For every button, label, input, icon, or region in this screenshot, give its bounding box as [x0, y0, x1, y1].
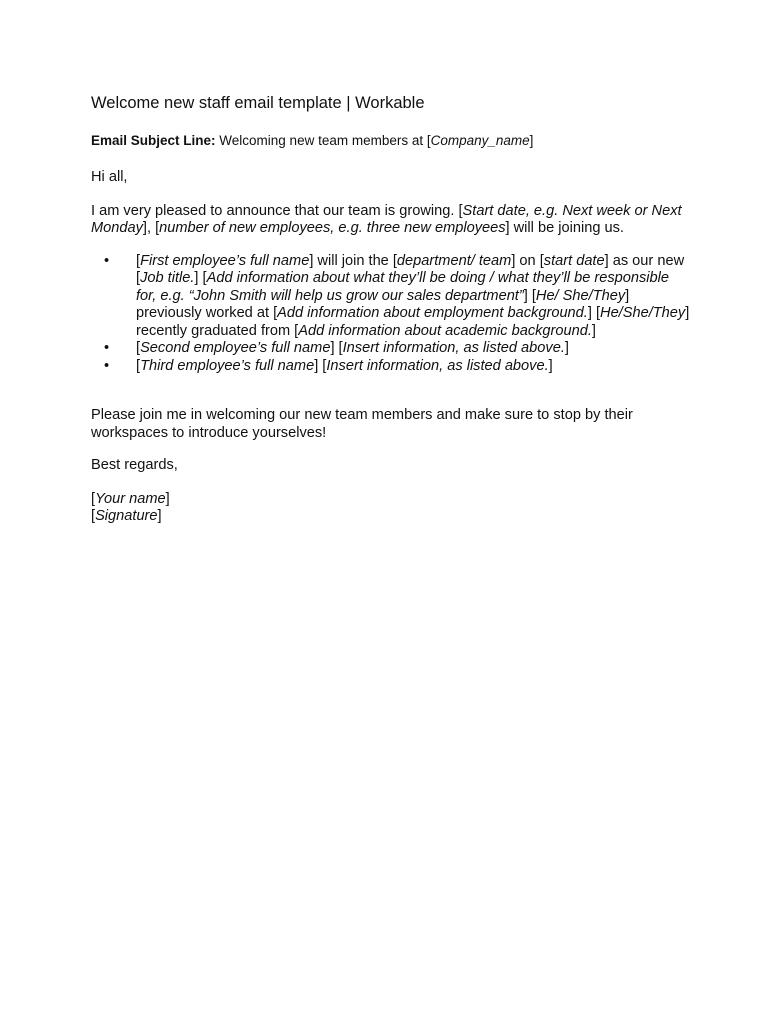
new-employee-list [91, 253, 691, 376]
list-item [91, 340, 691, 358]
item-placeholder: Add information about employment background. [277, 305, 588, 321]
item-text: ] [591, 322, 596, 339]
bullet-marker: • [104, 252, 110, 269]
intro-placeholder: number of new employees, e.g. three new employees [159, 220, 506, 236]
item-placeholder: Job title. [140, 270, 195, 286]
item-text: ] will join the [ [309, 252, 397, 269]
item-text: ] previously worked at [ [136, 287, 630, 321]
item-text: ] as our new [ [136, 252, 685, 286]
list-item-text [136, 253, 691, 341]
item-text: [ [136, 340, 141, 356]
item-text: [ [136, 357, 141, 374]
item-text: ] on [ [511, 252, 544, 269]
item-placeholder: department/ team [396, 252, 512, 269]
item-placeholder: First employee’s full name [140, 252, 310, 269]
intro-text: ], [ [142, 220, 160, 236]
your-name-line [91, 491, 691, 509]
closing-paragraph: Please join me in welcoming our new team members and make sure to stop by their workspaces to introduce yourselves! [91, 407, 633, 441]
item-text: ] [ [330, 340, 343, 356]
item-text: ] recently graduated from [ [136, 305, 690, 339]
item-text: ] [ [523, 287, 536, 304]
subject-end: ] [529, 133, 534, 148]
item-text: ] [564, 340, 569, 356]
bracket-close: ] [157, 508, 162, 524]
item-placeholder: Second employee’s full name [140, 340, 331, 356]
item-placeholder: Insert information, as listed above. [326, 357, 549, 374]
subject-text: Welcoming new team members at [ [215, 133, 431, 148]
item-placeholder: He/She/They [600, 305, 686, 321]
bullet-marker: • [104, 357, 110, 374]
list-item-text [136, 340, 691, 358]
item-text: [ [136, 252, 141, 269]
subject-placeholder: Company_name [430, 133, 530, 148]
bullet-marker: • [104, 340, 110, 356]
bracket-open: [ [91, 490, 96, 507]
greeting: Hi all, [91, 169, 128, 185]
email-subject-line [91, 132, 691, 149]
list-item [91, 253, 691, 341]
signature-line [91, 508, 691, 526]
item-placeholder: Third employee’s full name [140, 357, 315, 374]
item-text: ] [ [194, 270, 207, 286]
item-text: ] [548, 357, 553, 374]
intro-placeholder: Start date, e.g. Next week or Next Monday [91, 202, 682, 236]
intro-text: ] will be joining us. [505, 220, 624, 236]
document-body [91, 92, 691, 526]
item-placeholder: Add information about academic background. [298, 322, 592, 339]
your-name-placeholder: Your name [95, 490, 166, 507]
document-title: Welcome new staff email template | Workable [91, 94, 425, 112]
sign-off: Best regards, [91, 457, 178, 473]
list-item-text [136, 358, 691, 376]
item-placeholder: Add information about what they’ll be doing / what they’ll be responsible for, e.g. “John Smith will help us grow our sales department” [136, 270, 670, 304]
subject-label: Email Subject Line: [91, 133, 216, 148]
item-text: ] [ [587, 305, 601, 321]
item-placeholder: Insert information, as listed above. [342, 340, 565, 356]
list-item [91, 358, 691, 376]
intro-text: I am very pleased to announce that our team is growing. [ [91, 202, 463, 219]
item-placeholder: start date [543, 252, 605, 269]
bracket-close: ] [165, 490, 170, 507]
signature-placeholder: Signature [95, 508, 158, 524]
item-text: ] [ [314, 357, 327, 374]
intro-paragraph [91, 203, 691, 238]
bracket-open: [ [91, 508, 96, 524]
item-placeholder: He/ She/They [535, 287, 626, 304]
